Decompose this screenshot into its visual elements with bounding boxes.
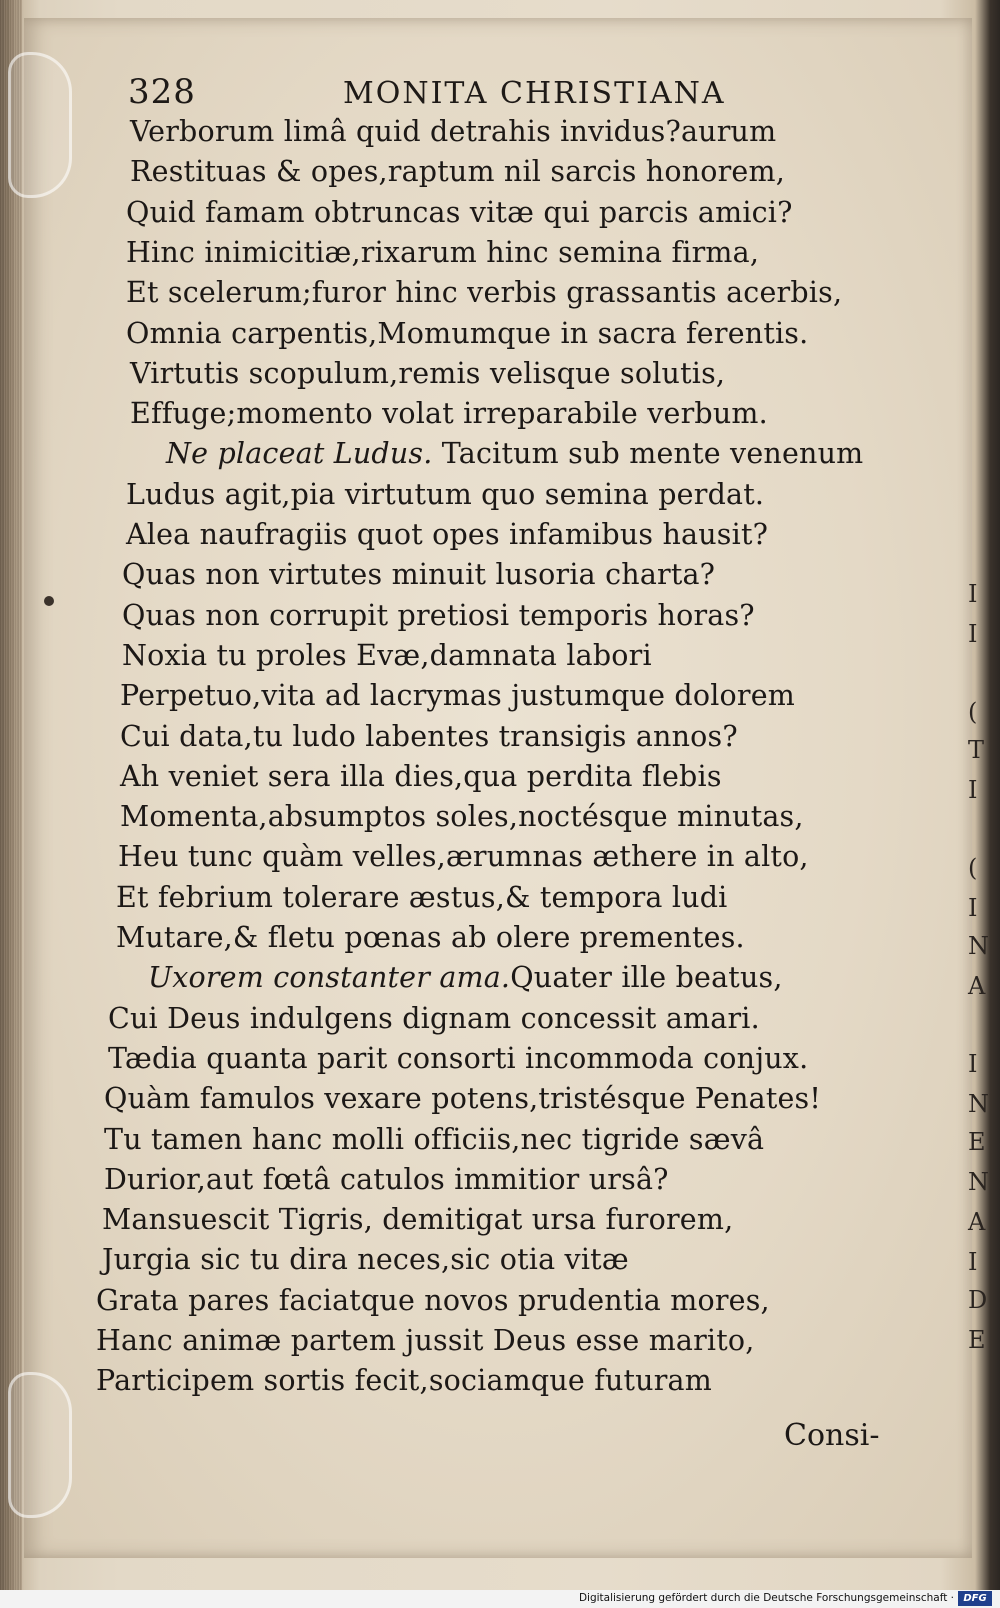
- verse-line-text: Quas non virtutes minuit lusoria charta?: [122, 558, 716, 592]
- verse-line-text: Ludus agit,pia virtutum quo semina perdat.: [126, 477, 765, 511]
- verse-line-text: Quid famam obtruncas vitæ qui parcis amici?: [126, 195, 793, 229]
- verse-line-text: Quas non corrupit pretiosi temporis horas?: [122, 598, 755, 632]
- page-number: 328: [128, 72, 196, 112]
- verse-line: [104, 1079, 821, 1119]
- facing-page-letter: I: [968, 894, 978, 922]
- facing-page-letter: N: [968, 1168, 989, 1196]
- verse-line: [116, 918, 745, 958]
- facing-page-letter: A: [968, 1208, 986, 1236]
- verse-line: [122, 596, 755, 636]
- verse-line-text: Quater ille beatus,: [510, 961, 783, 995]
- verse-line: [96, 1321, 755, 1361]
- verse-line-text: Restituas & opes,raptum nil sarcis honorem,: [130, 155, 785, 189]
- facing-page-letter: E: [968, 1128, 986, 1156]
- verse-line-text: Cui data,tu ludo labentes transigis annos?: [120, 719, 738, 753]
- facing-page-letter: (: [968, 698, 978, 726]
- verse-line-text: Hanc animæ partem jussit Deus esse marito,: [96, 1324, 755, 1357]
- facing-page-letter: D: [968, 1286, 988, 1314]
- facing-page-letter: E: [968, 1326, 986, 1354]
- verse-line: [120, 676, 795, 716]
- verse-line: [122, 636, 652, 676]
- verse-line: [108, 999, 760, 1039]
- verse-line-text: Tu tamen hanc molli officiis,nec tigride sævâ: [104, 1122, 765, 1156]
- facing-page-letter: N: [968, 1090, 989, 1118]
- verse-line: [130, 152, 785, 192]
- facing-page-letter: T: [968, 736, 985, 764]
- verse-line: [108, 1039, 808, 1079]
- verse-line: [126, 273, 842, 313]
- verse-line-text: Perpetuo,vita ad lacrymas justumque dolorem: [120, 679, 795, 713]
- verse-line-text: Grata pares faciatque novos prudentia mores,: [96, 1283, 770, 1317]
- verse-line-text: Cui Deus indulgens dignam concessit amari.: [108, 1001, 760, 1035]
- verse-line-text: Tædia quanta parit consorti incommoda conjux.: [108, 1041, 809, 1075]
- facing-page-letter: (: [968, 854, 978, 882]
- facing-page-letter: I: [968, 1248, 978, 1276]
- verse-line: [118, 837, 809, 877]
- facing-page-letter: A: [968, 972, 986, 1000]
- verse-line: [126, 314, 808, 354]
- facing-page-letter: I: [968, 620, 978, 648]
- verse-line-text: Momenta,absumptos soles,noctésque minutas,: [120, 800, 804, 834]
- verse-line-text: Verborum limâ quid detrahis invidus?aurum: [130, 115, 777, 148]
- footer-credit: Digitalisierung gefördert durch die Deutsche Forschungsgemeinschaft ·: [578, 1592, 954, 1604]
- verse-line: [120, 717, 738, 757]
- facing-page-letter: I: [968, 580, 978, 608]
- facing-page-letter: N: [968, 932, 989, 960]
- verse-line: [130, 354, 725, 394]
- verse-line: [120, 797, 804, 837]
- book-clip-top: [8, 52, 72, 198]
- verse-line-text: Jurgia sic tu dira neces,sic otia vitæ: [102, 1243, 629, 1277]
- verse-line-text: Durior,aut fœtâ catulos immitior ursâ?: [104, 1162, 669, 1196]
- verse-line-text: Ah veniet sera illa dies,qua perdita flebis: [120, 759, 722, 793]
- verse-line: [126, 233, 759, 273]
- verse-line: [102, 1200, 733, 1240]
- dfg-logo: DFG: [958, 1591, 992, 1606]
- catchword: Consi-: [784, 1418, 880, 1453]
- verse-line-text: Tacitum sub mente venenum: [432, 437, 864, 471]
- verse-line: [104, 1160, 669, 1200]
- ink-spot: [44, 596, 54, 606]
- verse-line-text: Omnia carpentis,Momumque in sacra ferentis.: [126, 316, 809, 350]
- verse-line: [96, 1361, 712, 1401]
- verse-line-text: Effuge;momento volat irreparabile verbum.: [130, 397, 768, 431]
- verse-line: [148, 958, 783, 998]
- verse-line-text: Alea naufragiis quot opes infamibus hausit?: [126, 518, 769, 551]
- verse-line-text: Et febrium tolerare æstus,& tempora ludi: [116, 880, 728, 914]
- facing-page-strip: [968, 580, 989, 1380]
- verse-line-text: Mansuescit Tigris, demitigat ursa furorem,: [102, 1203, 734, 1237]
- verse-line: [126, 515, 768, 555]
- facing-page-letter: I: [968, 1050, 978, 1078]
- verse-line-text: Virtutis scopulum,remis velisque solutis,: [130, 356, 726, 390]
- verse-line-text: Et scelerum;furor hinc verbis grassantis acerbis,: [126, 276, 843, 310]
- facing-page-letter: I: [968, 776, 978, 804]
- verse-line-text: Mutare,& fletu pœnas ab olere prementes.: [116, 921, 745, 954]
- verse-line: [122, 555, 715, 595]
- verse-line: [102, 1240, 629, 1280]
- verse-line: [126, 193, 793, 233]
- verse-line: [120, 757, 722, 797]
- verse-line: [96, 1281, 770, 1321]
- verse-line: [130, 112, 776, 152]
- verse-line-text: Hinc inimicitiæ,rixarum hinc semina firma,: [126, 235, 760, 269]
- verse-line-text: Participem sortis fecit,sociamque futuram: [96, 1364, 712, 1398]
- verse-heading: Ne placeat Ludus.: [166, 437, 433, 471]
- verse-line: [126, 475, 764, 515]
- verse-line: [104, 1120, 764, 1160]
- verse-line-text: Heu tunc quàm velles,ærumnas æthere in alto,: [118, 840, 809, 874]
- verse-line: [166, 434, 863, 474]
- verse-line: [116, 878, 728, 918]
- book-clip-bottom: [8, 1372, 72, 1518]
- verse-line-text: Quàm famulos vexare potens,tristésque Penates!: [104, 1082, 822, 1116]
- page-edges: [0, 0, 22, 1590]
- running-title: MONITA CHRISTIANA: [343, 76, 726, 111]
- verse-heading: Uxorem constanter ama.: [148, 961, 511, 995]
- verse-line: [130, 394, 768, 434]
- verse-line-text: Noxia tu proles Evæ,damnata labori: [122, 638, 652, 672]
